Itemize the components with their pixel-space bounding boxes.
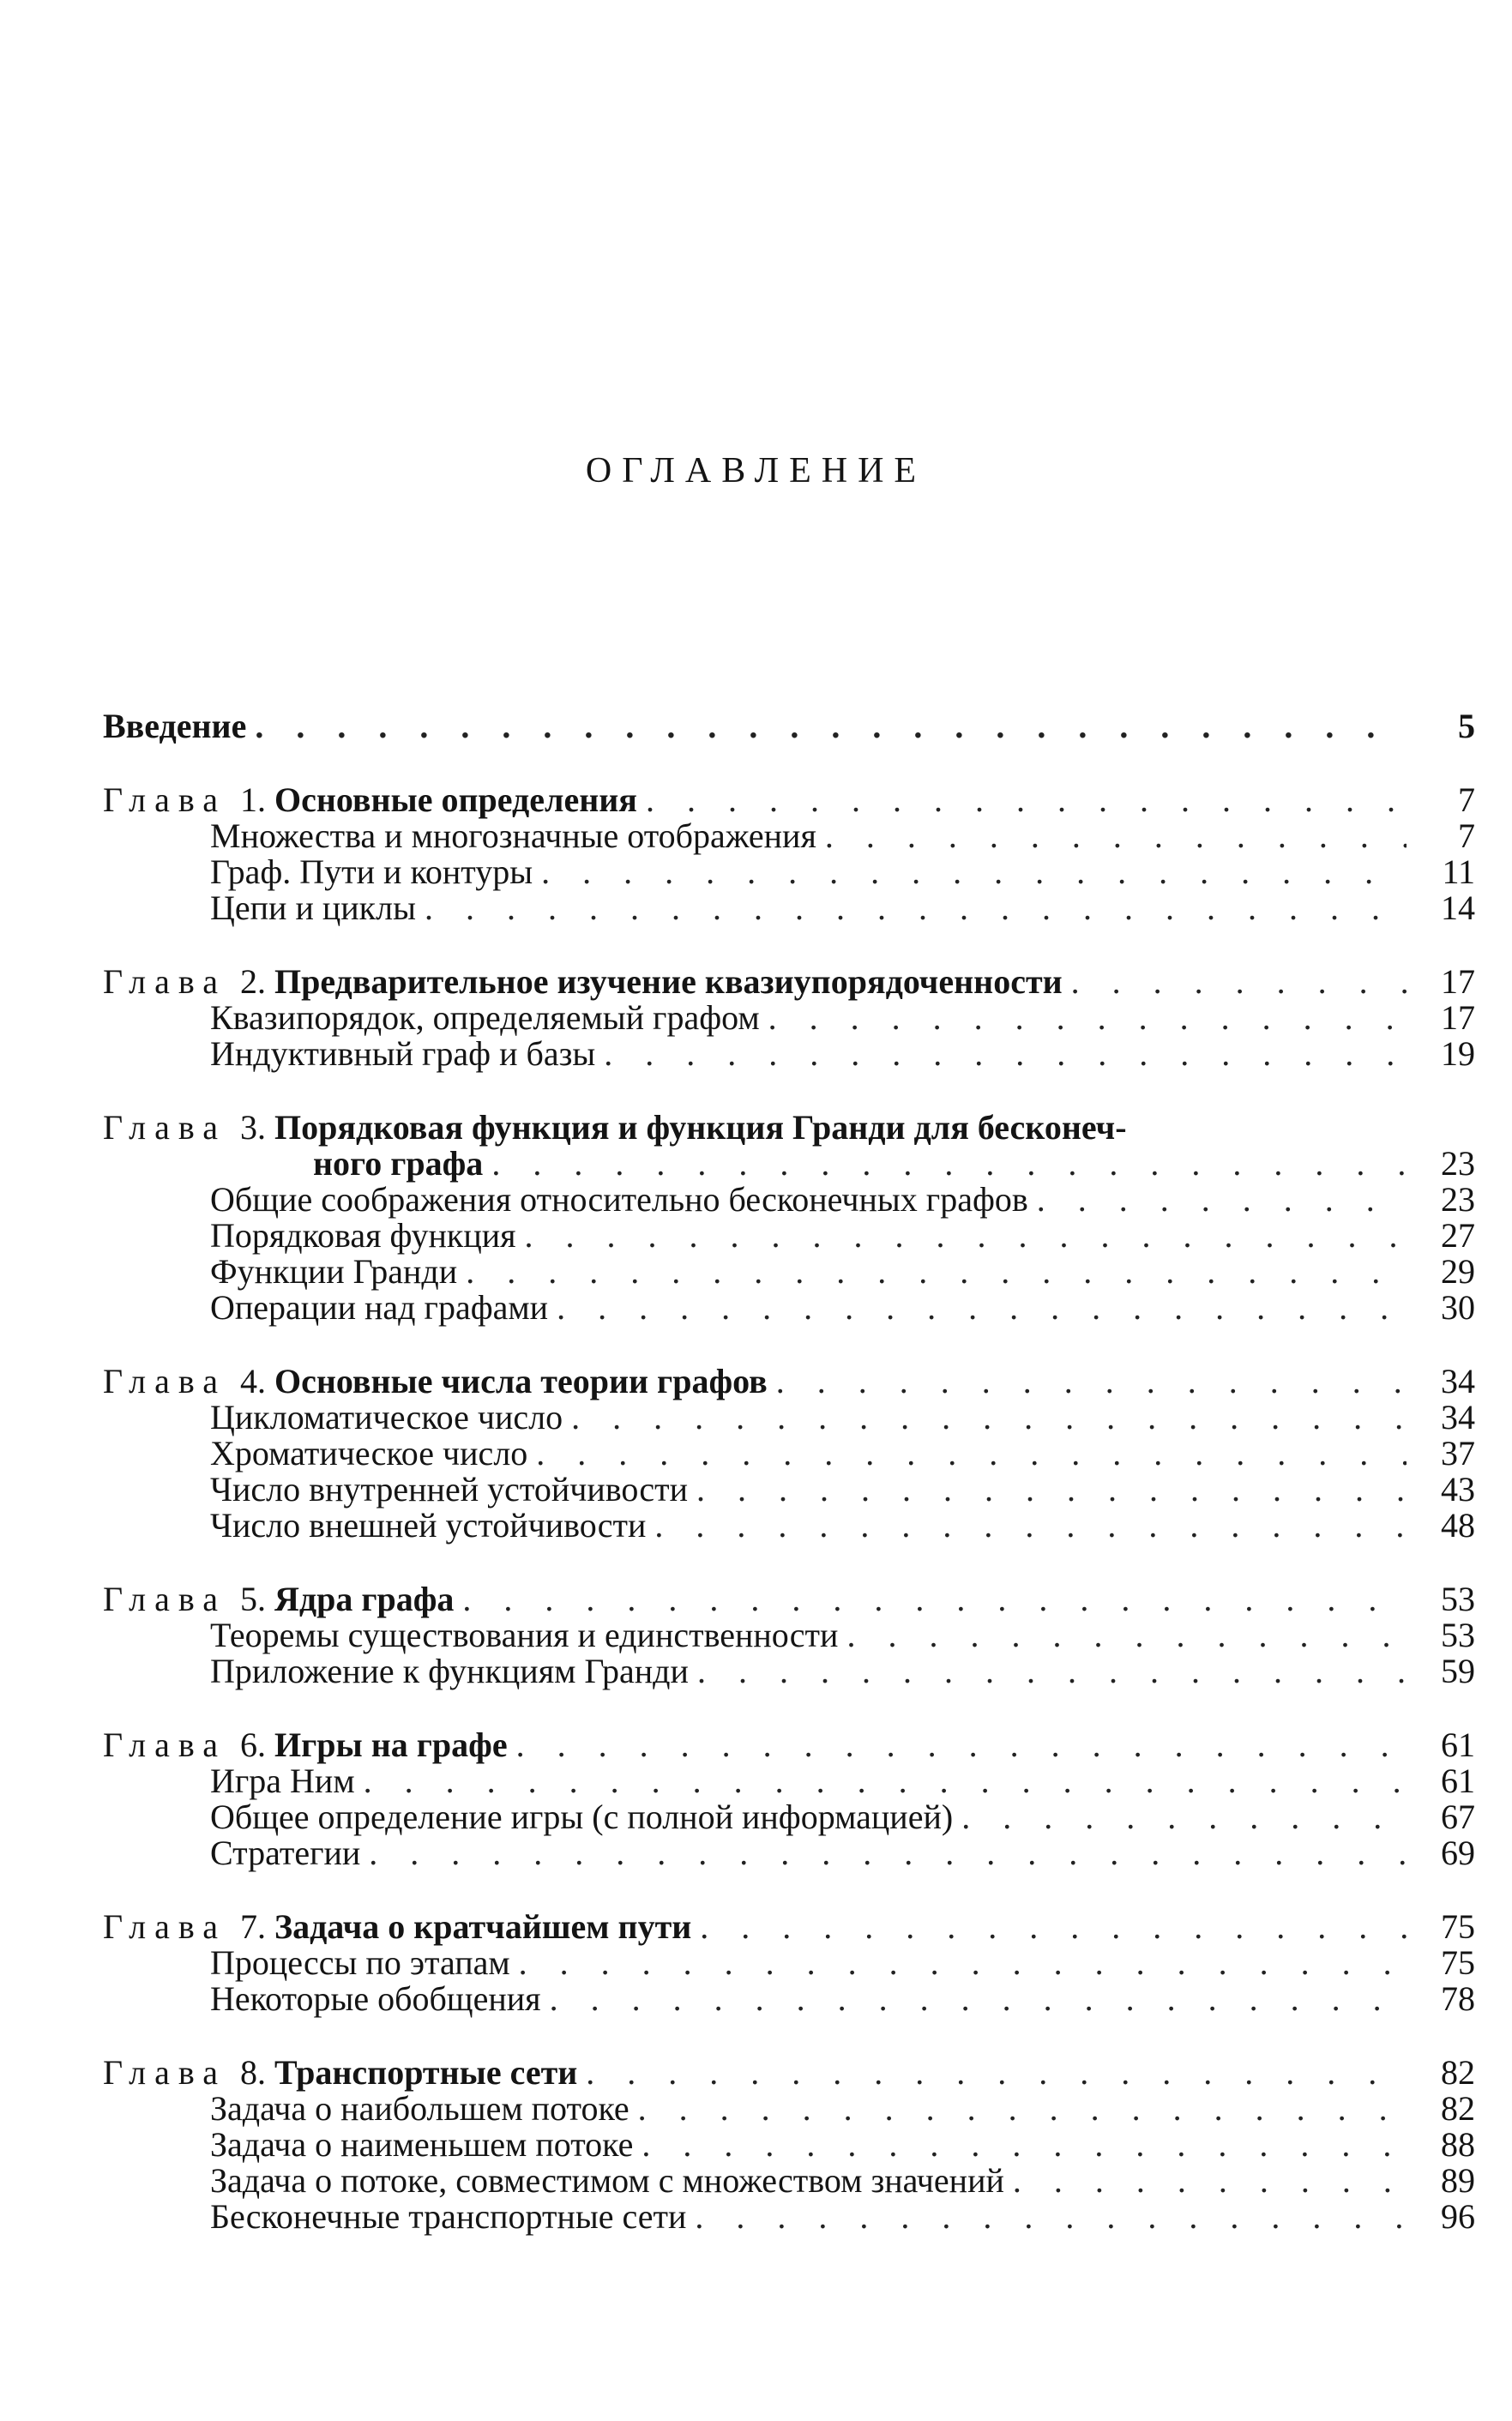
leader-dots <box>491 1146 1407 1182</box>
section-label: Операции над графами <box>210 1288 549 1327</box>
section-entry[interactable] <box>103 1945 1475 1981</box>
chapter-word: Глава <box>103 1108 226 1147</box>
toc-page-number: 37 <box>1441 1434 1475 1472</box>
leader-dots <box>1071 964 1407 1000</box>
toc-page-number: 88 <box>1441 2125 1475 2164</box>
chapter-number: 1. <box>239 780 266 819</box>
chapter-title: Предварительное изучение квазиупорядоченности <box>274 962 1063 1001</box>
leader-dots <box>369 1835 1407 1871</box>
toc-page-number: 11 <box>1442 852 1475 891</box>
toc-page-number: 53 <box>1441 1580 1475 1618</box>
chapter-heading-line-2[interactable] <box>103 1146 1475 1182</box>
section-label: Множества и многозначные отображения <box>210 816 816 855</box>
chapter-heading[interactable] <box>103 964 1475 1000</box>
toc-page-number: 67 <box>1441 1798 1475 1836</box>
section-entry[interactable] <box>103 2163 1475 2199</box>
section-label: Бесконечные транспортные сети <box>210 2197 687 2236</box>
leader-dots <box>557 1290 1407 1326</box>
toc-page-number: 23 <box>1441 1144 1475 1183</box>
toc-page-number: 89 <box>1441 2161 1475 2200</box>
section-label: Число внешней устойчивости <box>210 1506 647 1545</box>
toc-page-number: 48 <box>1441 1506 1475 1545</box>
leader-dots <box>1013 2163 1407 2199</box>
section-entry[interactable] <box>103 1036 1475 1072</box>
leader-dots <box>700 1909 1407 1945</box>
chapter-word: Глава <box>103 1580 226 1618</box>
chapter-number: 4. <box>239 1362 266 1400</box>
section-entry[interactable] <box>103 1000 1475 1036</box>
chapter-word: Глава <box>103 780 226 819</box>
section-entry[interactable] <box>103 2199 1475 2235</box>
leader-dots <box>364 1763 1407 1799</box>
section-label: Общее определение игры (с полной информацией) <box>210 1798 954 1836</box>
toc-page-number: 27 <box>1441 1216 1475 1255</box>
leader-dots <box>525 1218 1407 1254</box>
toc-page-number: 7 <box>1458 816 1475 855</box>
section-label: Задача о наименьшем потоке <box>210 2125 634 2164</box>
toc-page-number: 43 <box>1441 1470 1475 1509</box>
chapter-heading-line-1[interactable] <box>103 1110 1475 1146</box>
leader-dots <box>571 1400 1407 1436</box>
chapter-title: Основные определения <box>274 780 637 819</box>
leader-dots <box>776 1364 1407 1400</box>
toc-page-number: 5 <box>1458 707 1475 745</box>
section-entry[interactable] <box>103 1508 1475 1544</box>
leader-dots <box>846 1617 1407 1653</box>
chapter-4 <box>103 1364 1475 1544</box>
chapter-title: Основные числа теории графов <box>274 1362 768 1400</box>
chapter-word: Глава <box>103 1362 226 1400</box>
leader-dots <box>604 1036 1407 1072</box>
chapter-title: Игры на графе <box>274 1725 508 1764</box>
section-label: Индуктивный граф и базы <box>210 1034 596 1073</box>
leader-dots <box>425 890 1407 926</box>
toc-page-number: 61 <box>1441 1725 1475 1764</box>
toc-page-number: 19 <box>1441 1034 1475 1073</box>
chapter-number: 6. <box>239 1725 266 1764</box>
section-label: Задача о потоке, совместимом с множеством значений <box>210 2161 1004 2200</box>
section-label: Граф. Пути и контуры <box>210 852 533 891</box>
toc-page-number: 61 <box>1441 1762 1475 1800</box>
chapter-heading[interactable] <box>103 1581 1475 1617</box>
leader-dots <box>541 854 1407 890</box>
section-entry[interactable] <box>103 1290 1475 1326</box>
section-label: Теоремы существования и единственности <box>210 1616 839 1654</box>
leader-dots <box>550 1981 1407 2017</box>
section-label: Общие соображения относительно бесконечных графов <box>210 1180 1028 1219</box>
toc-page-number: 14 <box>1441 888 1475 927</box>
toc-page-number: 75 <box>1441 1943 1475 1982</box>
chapter-8 <box>103 2055 1475 2235</box>
leader-dots <box>646 782 1407 818</box>
section-label: Хроматическое число <box>210 1434 528 1472</box>
chapter-title-line-1: Порядковая функция и функция Гранди для бесконеч- <box>274 1108 1127 1147</box>
section-label: Квазипорядок, определяемый графом <box>210 998 760 1037</box>
toc-page-number: 75 <box>1441 1907 1475 1946</box>
section-entry[interactable] <box>103 818 1475 854</box>
section-entry[interactable] <box>103 1400 1475 1436</box>
section-label: Процессы по этапам <box>210 1943 510 1982</box>
leader-dots <box>768 1000 1407 1036</box>
toc-page-number: 53 <box>1441 1616 1475 1654</box>
section-label: Порядковая функция <box>210 1216 516 1255</box>
toc-page-number: 34 <box>1441 1362 1475 1400</box>
chapter-heading[interactable] <box>103 1364 1475 1400</box>
leader-dots <box>638 2091 1407 2127</box>
chapter-heading[interactable] <box>103 1909 1475 1945</box>
chapter-title-line-2: ного графа <box>313 1144 484 1183</box>
toc-page-number: 82 <box>1441 2089 1475 2128</box>
toc-page-number: 59 <box>1441 1652 1475 1690</box>
section-entry[interactable] <box>103 2091 1475 2127</box>
chapter-word: Глава <box>103 962 226 1001</box>
leader-dots <box>825 818 1407 854</box>
section-entry[interactable] <box>103 890 1475 926</box>
leader-dots <box>586 2055 1407 2091</box>
section-entry[interactable] <box>103 1472 1475 1508</box>
chapter-6 <box>103 1727 1475 1871</box>
chapter-5 <box>103 1581 1475 1689</box>
section-entry[interactable] <box>103 1763 1475 1799</box>
toc-entry-label: Введение <box>103 707 247 745</box>
section-entry[interactable] <box>103 854 1475 890</box>
leader-dots <box>462 1581 1407 1617</box>
section-entry[interactable] <box>103 1799 1475 1835</box>
section-entry[interactable] <box>103 1835 1475 1871</box>
chapter-title: Ядра графа <box>274 1580 455 1618</box>
section-label: Стратегии <box>210 1834 361 1872</box>
chapter-1 <box>103 782 1475 926</box>
leader-dots <box>536 1436 1407 1472</box>
chapter-3 <box>103 1110 1475 1326</box>
toc-page-number: 23 <box>1441 1180 1475 1219</box>
chapter-number: 3. <box>239 1108 266 1147</box>
toc-page-number: 96 <box>1441 2197 1475 2236</box>
chapter-number: 2. <box>239 962 266 1001</box>
section-label: Цепи и циклы <box>210 888 416 927</box>
section-entry[interactable] <box>103 1182 1475 1218</box>
leader-dots <box>519 1945 1407 1981</box>
leader-dots <box>642 2127 1407 2163</box>
toc-page-number: 82 <box>1441 2053 1475 2092</box>
toc-page-number: 17 <box>1441 962 1475 1001</box>
section-label: Число внутренней устойчивости <box>210 1470 688 1509</box>
leader-dots <box>695 2199 1407 2235</box>
toc-page-number: 34 <box>1441 1398 1475 1436</box>
chapter-2 <box>103 964 1475 1072</box>
chapter-heading[interactable] <box>103 1727 1475 1763</box>
section-entry[interactable] <box>103 2127 1475 2163</box>
chapter-heading[interactable] <box>103 2055 1475 2091</box>
chapter-number: 7. <box>239 1907 266 1946</box>
chapter-7 <box>103 1909 1475 2017</box>
leader-dots <box>697 1653 1407 1689</box>
chapter-number: 5. <box>239 1580 266 1618</box>
chapter-word: Глава <box>103 1907 226 1946</box>
leader-dots <box>255 708 1407 744</box>
leader-dots <box>1037 1182 1407 1218</box>
chapter-number: 8. <box>239 2053 266 2092</box>
toc-page-number: 7 <box>1458 780 1475 819</box>
section-entry[interactable] <box>103 1436 1475 1472</box>
section-entry[interactable] <box>103 1617 1475 1653</box>
chapter-heading[interactable] <box>103 782 1475 818</box>
chapter-title: Транспортные сети <box>274 2053 578 2092</box>
section-label: Некоторые обобщения <box>210 1979 541 2018</box>
section-label: Цикломатическое число <box>210 1398 563 1436</box>
toc-page-number: 17 <box>1441 998 1475 1037</box>
toc-entry-introduction[interactable] <box>103 708 1475 744</box>
section-label: Игра Ним <box>210 1762 355 1800</box>
leader-dots <box>961 1799 1407 1835</box>
toc-page-number: 69 <box>1441 1834 1475 1872</box>
leader-dots <box>654 1508 1407 1544</box>
section-entry[interactable] <box>103 1218 1475 1254</box>
leader-dots <box>696 1472 1407 1508</box>
section-entry[interactable] <box>103 1254 1475 1290</box>
leader-dots <box>466 1254 1407 1290</box>
chapter-word: Глава <box>103 2053 226 2092</box>
toc-page-number: 29 <box>1441 1252 1475 1291</box>
chapter-word: Глава <box>103 1725 226 1764</box>
toc-page-number: 78 <box>1441 1979 1475 2018</box>
chapter-title: Задача о кратчайшем пути <box>274 1907 692 1946</box>
section-label: Приложение к функциям Гранди <box>210 1652 689 1690</box>
section-entry[interactable] <box>103 1981 1475 2017</box>
page-title: ОГЛАВЛЕНИЕ <box>585 451 927 491</box>
section-entry[interactable] <box>103 1653 1475 1689</box>
toc-page-number: 30 <box>1441 1288 1475 1327</box>
leader-dots <box>516 1727 1407 1763</box>
table-of-contents <box>103 708 1475 2235</box>
section-label: Функции Гранди <box>210 1252 458 1291</box>
section-label: Задача о наибольшем потоке <box>210 2089 629 2128</box>
